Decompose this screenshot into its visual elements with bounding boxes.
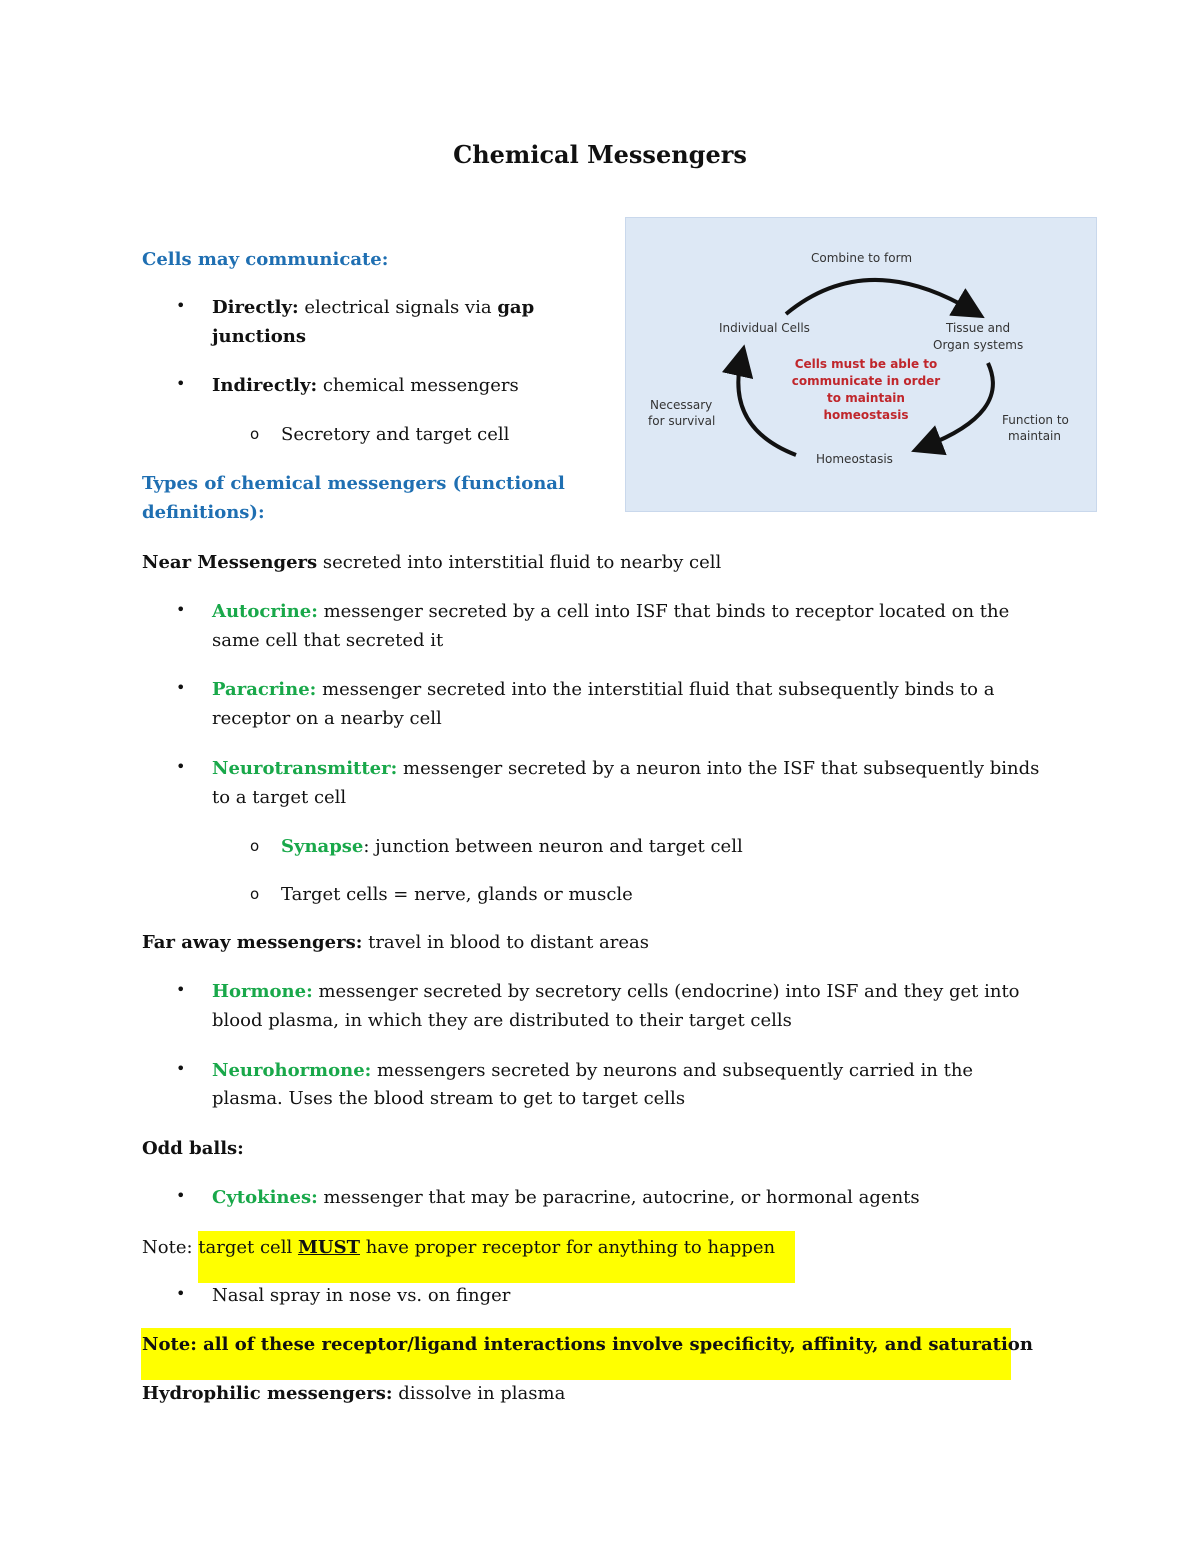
bullet-icon: •: [176, 1059, 186, 1078]
list-item-paracrine: [212, 675, 994, 704]
list-item-paracrine-cont: receptor on a nearby cell: [212, 708, 442, 729]
label-organ-systems: Organ systems: [933, 338, 1024, 352]
term-synapse: Synapse: [281, 836, 364, 857]
note-prefix: Note:: [142, 1237, 193, 1258]
label-combine: Combine to form: [811, 251, 913, 265]
text-paracrine: messenger secreted into the interstitial fluid that subsequently binds to a: [322, 679, 995, 700]
text-autocrine: messenger secreted by a cell into ISF that binds to receptor located on the: [323, 601, 1010, 622]
text-neurotransmitter: messenger secreted by a neuron into the ISF that subsequently binds: [403, 758, 1040, 779]
text-far: travel in blood to distant areas: [368, 932, 650, 953]
bullet-icon: •: [176, 600, 186, 619]
label-red-message: [776, 356, 956, 424]
paragraph-hydrophilic: [142, 1379, 565, 1408]
term-neurotransmitter: Neurotransmitter:: [212, 758, 398, 779]
section-heading-communicate: Cells may communicate:: [142, 249, 389, 270]
text-hydrophilic: dissolve in plasma: [398, 1383, 566, 1404]
label-necessary: Necessary: [650, 398, 713, 412]
text-synapse: : junction between neuron and target cell: [363, 836, 743, 857]
list-item-autocrine-cont: same cell that secreted it: [212, 630, 444, 651]
note-must: [142, 1233, 775, 1262]
label-for-survival: for survival: [648, 414, 716, 428]
term-hydrophilic: Hydrophilic messengers:: [142, 1383, 393, 1404]
paragraph-odd-balls: [142, 1134, 244, 1163]
list-item-neurohormone: [212, 1056, 973, 1085]
homeostasis-diagram: [625, 217, 1097, 512]
list-item-cytokines: [212, 1183, 920, 1212]
bullet-icon: •: [176, 980, 186, 999]
paragraph-near: [142, 548, 721, 577]
term-indirectly: Indirectly:: [212, 375, 318, 396]
term-hormone: Hormone:: [212, 981, 313, 1002]
list-item-hormone-cont: blood plasma, in which they are distributed to their target cells: [212, 1010, 792, 1031]
sub-list-item-target-cells: Target cells = nerve, glands or muscle: [281, 884, 633, 905]
sub-bullet-icon: o: [250, 425, 260, 443]
list-item-nasal-spray: Nasal spray in nose vs. on finger: [212, 1285, 511, 1306]
term-paracrine: Paracrine:: [212, 679, 317, 700]
text-junctions: junctions: [212, 326, 307, 347]
list-item-neurohormone-cont: plasma. Uses the blood stream to get to target cells: [212, 1088, 686, 1109]
arrow-top: [786, 280, 971, 314]
label-tissue: Tissue and: [946, 321, 1011, 335]
red-line-4: homeostasis: [823, 408, 909, 422]
text-directly: electrical signals via: [304, 297, 492, 318]
bullet-icon: •: [176, 374, 186, 393]
text-indirectly: chemical messengers: [322, 375, 519, 396]
list-item-neurotransmitter: [212, 754, 1039, 783]
section-heading-types-cont: definitions):: [142, 502, 265, 523]
note-interactions: Note: all of these receptor/ligand interactions involve specificity, affinity, and saturation: [142, 1334, 1033, 1355]
red-line-3: to maintain: [827, 391, 905, 405]
list-item-neurotransmitter-cont: to a target cell: [212, 787, 347, 808]
bullet-icon: •: [176, 1284, 186, 1303]
bullet-icon: •: [176, 296, 186, 315]
red-line-1: Cells must be able to: [794, 357, 938, 371]
label-homeostasis: Homeostasis: [816, 452, 893, 466]
list-item-hormone: [212, 977, 1020, 1006]
note-must-word: MUST: [297, 1237, 360, 1258]
text-neurohormone: messengers secreted by neurons and subsequently carried in the: [377, 1060, 974, 1081]
sub-bullet-icon: o: [250, 837, 260, 855]
sub-bullet-icon: o: [250, 885, 260, 903]
term-neurohormone: Neurohormone:: [212, 1060, 372, 1081]
paragraph-far: [142, 928, 649, 957]
note-text-before: target cell: [198, 1237, 293, 1258]
text-gap: gap: [497, 297, 535, 318]
term-odd-balls: Odd balls:: [142, 1138, 244, 1159]
red-line-2: communicate in order: [791, 374, 941, 388]
text-near: secreted into interstitial fluid to nearby cell: [322, 552, 722, 573]
page-title: Chemical Messengers: [453, 140, 747, 169]
term-directly: Directly:: [212, 297, 299, 318]
label-function-to: Function to: [1002, 413, 1069, 427]
text-cytokines: messenger that may be paracrine, autocrine, or hormonal agents: [323, 1187, 920, 1208]
list-item-directly: [212, 293, 534, 322]
term-far: Far away messengers:: [142, 932, 363, 953]
bullet-icon: •: [176, 678, 186, 697]
label-maintain: maintain: [1008, 429, 1061, 443]
list-item-directly-cont: [212, 322, 306, 351]
note-text-after: have proper receptor for anything to happen: [365, 1237, 776, 1258]
bullet-icon: •: [176, 1186, 186, 1205]
bullet-icon: •: [176, 757, 186, 776]
term-autocrine: Autocrine:: [212, 601, 318, 622]
text-hormone: messenger secreted by secretory cells (endocrine) into ISF and they get into: [318, 981, 1020, 1002]
term-cytokines: Cytokines:: [212, 1187, 318, 1208]
term-near: Near Messengers: [142, 552, 318, 573]
section-heading-types: Types of chemical messengers (functional: [142, 473, 565, 494]
list-item-autocrine: [212, 597, 1009, 626]
sub-list-item-secretory: Secretory and target cell: [281, 424, 510, 445]
label-individual-cells: Individual Cells: [719, 321, 810, 335]
list-item-indirectly: [212, 371, 519, 400]
sub-list-item-synapse: [281, 832, 743, 861]
